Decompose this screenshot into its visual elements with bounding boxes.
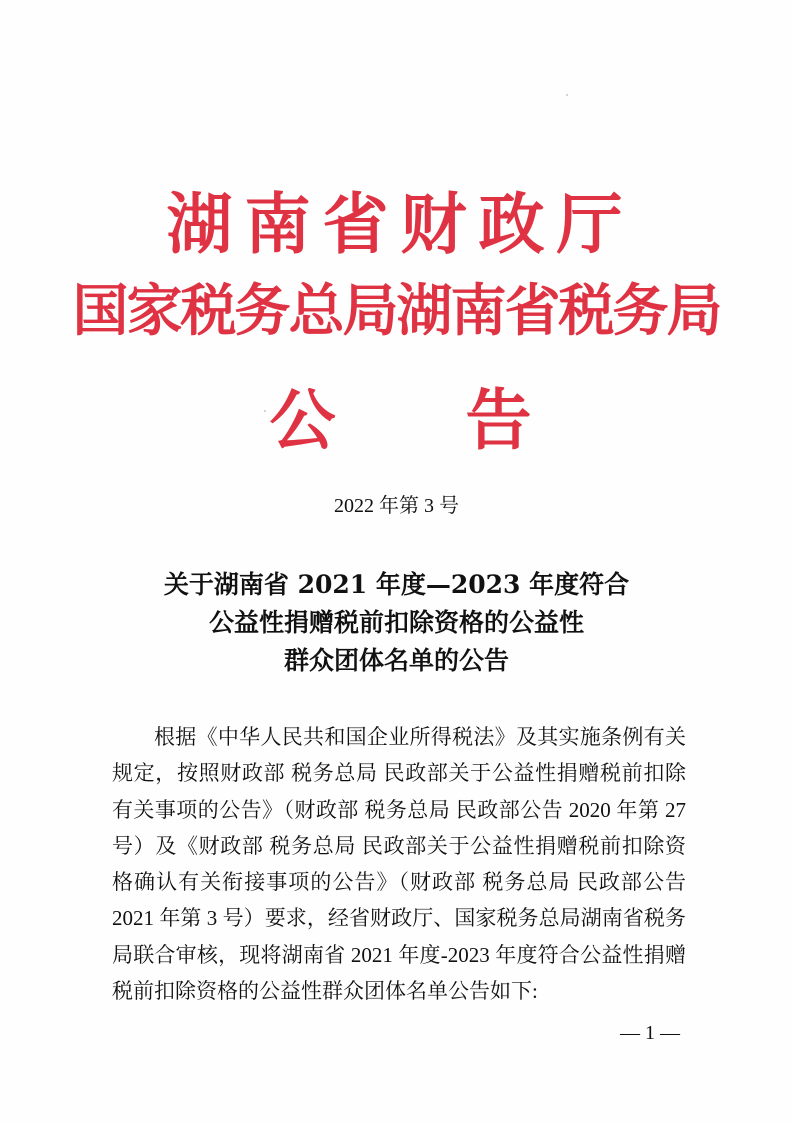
body-line-5: 格确认有关衔接事项的公告》（财政部 税务总局 民政部公告	[112, 870, 686, 895]
title-line-3: 群众团体名单的公告	[283, 646, 509, 675]
document-type-heading	[4, 380, 793, 460]
body-line-4: 号）及《财政部 税务总局 民政部关于公益性捐赠税前扣除资	[112, 833, 686, 858]
document-type-char-1: 公	[269, 381, 336, 459]
scan-speck	[566, 94, 568, 96]
document-number: 2022 年第 3 号	[334, 495, 459, 517]
title-line-2: 公益性捐赠税前扣除资格的公益性	[208, 608, 584, 637]
body-line-2: 规定，按照财政部 税务总局 民政部关于公益性捐赠税前扣除	[112, 761, 686, 786]
body-line-3: 有关事项的公告》（财政部 税务总局 民政部公告 2020 年第 27	[112, 797, 686, 822]
body-line-1: 根据《中华人民共和国企业所得税法》及其实施条例有关	[154, 725, 686, 749]
scan-speck	[264, 410, 266, 412]
announcement-title	[0, 566, 793, 680]
page-number: — 1 —	[620, 1022, 680, 1044]
document-type-char-2: 告	[465, 381, 532, 459]
announcement-body	[112, 719, 686, 1009]
body-line-8: 税前扣除资格的公益性群众团体名单公告如下:	[112, 979, 538, 1004]
issuing-org-tax-bureau: 国家税务总局湖南省税务局	[72, 278, 721, 344]
issuing-org-finance-department: 湖南省财政厅	[166, 185, 635, 263]
body-line-6: 2021 年第 3 号）要求，经省财政厅、国家税务总局湖南省税务	[112, 906, 686, 931]
body-line-7: 局联合审核，现将湖南省 2021 年度-2023 年度符合公益性捐赠	[112, 942, 686, 967]
title-line-1: 关于湖南省 2021 年度—2023 年度符合	[163, 570, 630, 599]
